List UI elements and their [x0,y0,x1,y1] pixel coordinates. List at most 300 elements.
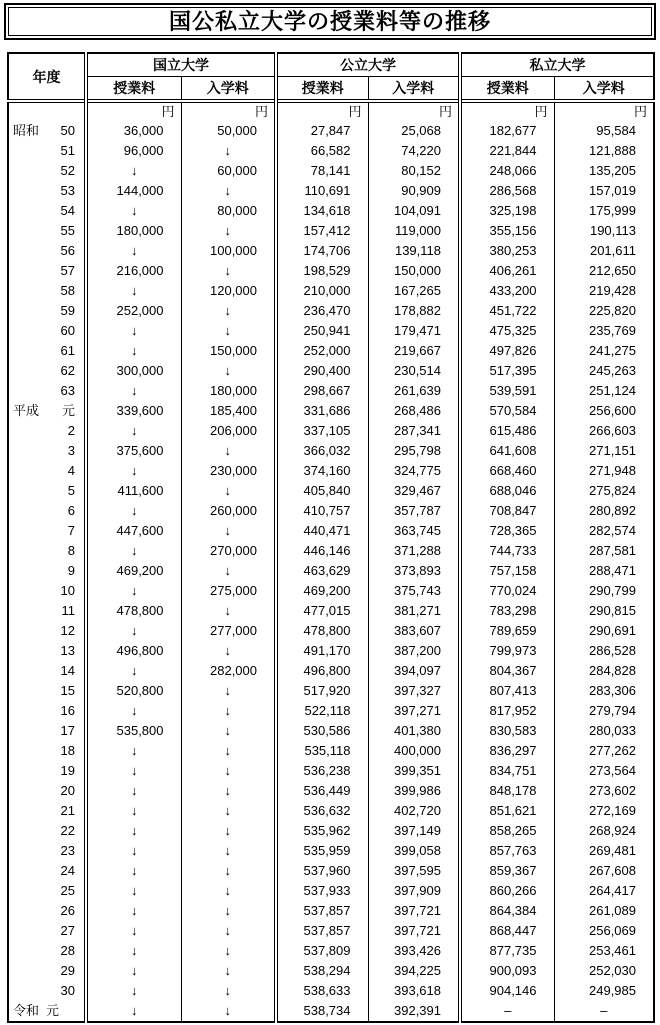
table-row [8,341,654,361]
public-admission-value: 402,720 [368,801,460,821]
public-tuition-value: 535,959 [276,841,368,861]
public-admission-value: 399,986 [368,781,460,801]
national-admission-value: ↓ [181,1001,276,1022]
unit-label: 円 [276,101,368,121]
national-tuition-value: 252,000 [86,301,181,321]
year-label: 16 [60,703,75,718]
table-row [8,121,654,141]
private-admission-value: 225,820 [554,301,654,321]
public-tuition-value: 440,471 [276,521,368,541]
unit-empty-cell [8,101,86,121]
national-tuition-value: ↓ [86,661,181,681]
public-tuition-value: 78,141 [276,161,368,181]
national-admission-value: ↓ [181,821,276,841]
year-cell [8,881,86,901]
national-admission-value: 50,000 [181,121,276,141]
national-admission-value: 80,000 [181,201,276,221]
public-tuition-value: 530,586 [276,721,368,741]
private-tuition-value: 857,763 [460,841,554,861]
public-tuition-value: 410,757 [276,501,368,521]
year-cell [8,661,86,681]
private-admission-value: 212,650 [554,261,654,281]
national-admission-value: 275,000 [181,581,276,601]
national-admission-value: 282,000 [181,661,276,681]
era-label: 平成 [13,403,40,418]
private-admission-value: 286,528 [554,641,654,661]
tuition-table [7,52,655,1023]
national-tuition-value: 535,800 [86,721,181,741]
private-tuition-value: 668,460 [460,461,554,481]
private-univ-header: 私立大学 [460,53,654,77]
unit-label: 円 [368,101,460,121]
table-row [8,961,654,981]
table-row [8,801,654,821]
private-tuition-value: 834,751 [460,761,554,781]
table-row [8,661,654,681]
national-admission-value: ↓ [181,781,276,801]
private-admission-value: 261,089 [554,901,654,921]
year-column-header: 年度 [32,68,61,85]
public-tuition-value: 198,529 [276,261,368,281]
table-row [8,761,654,781]
national-tuition-value: 180,000 [86,221,181,241]
table-row [8,781,654,801]
private-admission-value: 287,581 [554,541,654,561]
year-label: 60 [60,323,75,338]
private-admission-value: 284,828 [554,661,654,681]
national-tuition-value: ↓ [86,701,181,721]
national-admission-value: ↓ [181,441,276,461]
national-admission-value: 185,400 [181,401,276,421]
national-admission-value: ↓ [181,481,276,501]
table-row [8,621,654,641]
table-row [8,421,654,441]
national-tuition-value: ↓ [86,461,181,481]
year-label: 63 [60,383,75,398]
public-tuition-value: 535,962 [276,821,368,841]
national-admission-value: ↓ [181,961,276,981]
public-admission-value: 329,467 [368,481,460,501]
year-cell [8,441,86,461]
table-row [8,441,654,461]
table-row [8,601,654,621]
private-admission-value: 288,471 [554,561,654,581]
private-admission-value: 271,151 [554,441,654,461]
table-row [8,521,654,541]
public-admission-value: 397,721 [368,921,460,941]
year-cell [8,561,86,581]
year-cell [8,821,86,841]
national-admission-value: ↓ [181,901,276,921]
public-tuition-value: 491,170 [276,641,368,661]
national-admission-value: ↓ [181,881,276,901]
year-label: 15 [60,683,75,698]
private-tuition-value: 380,253 [460,241,554,261]
year-cell [8,221,86,241]
year-cell [8,841,86,861]
national-admission-value: 180,000 [181,381,276,401]
national-tuition-value: 96,000 [86,141,181,161]
public-admission-value: 25,068 [368,121,460,141]
public-tuition-value: 236,470 [276,301,368,321]
table-row [8,721,654,741]
table-row [8,301,654,321]
public-admission-value: 363,745 [368,521,460,541]
public-tuition-value: 134,618 [276,201,368,221]
private-tuition-value: 641,608 [460,441,554,461]
public-tuition-header: 授業料 [276,77,368,102]
year-label: 52 [60,163,75,178]
national-admission-value: ↓ [181,181,276,201]
unit-label: 円 [181,101,276,121]
private-tuition-value: 744,733 [460,541,554,561]
national-admission-value: ↓ [181,921,276,941]
private-tuition-value: 475,325 [460,321,554,341]
unit-label: 円 [554,101,654,121]
year-cell [8,801,86,821]
public-tuition-value: 537,857 [276,901,368,921]
private-admission-value: 235,769 [554,321,654,341]
national-admission-value: 260,000 [181,501,276,521]
table-row [8,681,654,701]
private-admission-value: 277,262 [554,741,654,761]
private-tuition-value: 757,158 [460,561,554,581]
year-label: 5 [67,483,75,498]
national-tuition-value: ↓ [86,281,181,301]
national-admission-value: ↓ [181,841,276,861]
header-row-groups [8,53,654,77]
private-admission-value: 266,603 [554,421,654,441]
national-admission-value: 270,000 [181,541,276,561]
year-cell [8,901,86,921]
private-tuition-header: 授業料 [460,77,554,102]
private-tuition-value: 851,621 [460,801,554,821]
national-tuition-value: ↓ [86,821,181,841]
private-admission-value: 249,985 [554,981,654,1001]
national-tuition-value: ↓ [86,621,181,641]
private-admission-value: 273,564 [554,761,654,781]
private-tuition-value: 868,447 [460,921,554,941]
private-tuition-value: 904,146 [460,981,554,1001]
public-tuition-value: 210,000 [276,281,368,301]
year-label: 58 [60,283,75,298]
table-row [8,981,654,1001]
year-label: 21 [60,803,75,818]
national-tuition-value: ↓ [86,501,181,521]
year-label: 27 [60,923,75,938]
private-admission-value: 267,608 [554,861,654,881]
year-label: 29 [60,963,75,978]
national-admission-value: ↓ [181,141,276,161]
national-tuition-value: ↓ [86,381,181,401]
year-label: 11 [61,603,75,618]
table-row [8,701,654,721]
private-tuition-value: 433,200 [460,281,554,301]
unit-label: 円 [460,101,554,121]
national-tuition-value: ↓ [86,841,181,861]
national-tuition-value: ↓ [86,241,181,261]
national-admission-value: ↓ [181,261,276,281]
year-cell [8,1001,86,1022]
public-tuition-value: 298,667 [276,381,368,401]
private-tuition-value: – [460,1001,554,1022]
public-admission-value: 394,097 [368,661,460,681]
national-admission-value: ↓ [181,681,276,701]
private-tuition-value: 688,046 [460,481,554,501]
page-title: 国公私立大学の授業料等の推移 [168,9,491,34]
private-admission-value: 253,461 [554,941,654,961]
year-label: 50 [60,123,75,138]
national-admission-value: ↓ [181,761,276,781]
private-tuition-value: 900,093 [460,961,554,981]
public-admission-value: 268,486 [368,401,460,421]
year-label: 10 [60,583,75,598]
year-cell [8,781,86,801]
private-tuition-value: 817,952 [460,701,554,721]
private-tuition-value: 539,591 [460,381,554,401]
year-label: 元 [46,1003,60,1018]
year-label: 51 [60,143,75,158]
private-admission-value: 256,600 [554,401,654,421]
public-admission-value: 393,426 [368,941,460,961]
national-univ-header: 国立大学 [86,53,276,77]
public-admission-value: 397,909 [368,881,460,901]
year-label: 23 [60,843,75,858]
private-admission-value: 275,824 [554,481,654,501]
public-admission-value: 394,225 [368,961,460,981]
year-cell [8,461,86,481]
private-admission-value: 135,205 [554,161,654,181]
year-label: 57 [60,263,75,278]
public-admission-value: 324,775 [368,461,460,481]
year-label: 17 [60,723,75,738]
private-tuition-value: 836,297 [460,741,554,761]
national-tuition-value: ↓ [86,421,181,441]
year-label: 61 [60,343,75,358]
private-tuition-value: 248,066 [460,161,554,181]
year-cell [8,501,86,521]
public-admission-value: 401,380 [368,721,460,741]
table-row [8,741,654,761]
year-cell [8,181,86,201]
year-label: 22 [60,823,75,838]
private-admission-value: 175,999 [554,201,654,221]
year-label: 9 [67,563,75,578]
private-admission-value: 283,306 [554,681,654,701]
national-tuition-value: ↓ [86,1001,181,1022]
year-label: 55 [60,223,75,238]
year-label: 2 [67,423,75,438]
year-cell [8,321,86,341]
public-tuition-value: 478,800 [276,621,368,641]
year-cell [8,621,86,641]
table-row [8,501,654,521]
private-tuition-value: 807,413 [460,681,554,701]
national-admission-value: ↓ [181,521,276,541]
year-cell [8,581,86,601]
table-row [8,541,654,561]
public-univ-header: 公立大学 [276,53,460,77]
public-tuition-value: 446,146 [276,541,368,561]
table-row [8,1001,654,1022]
title-box [4,3,656,40]
private-tuition-value: 325,198 [460,201,554,221]
table-row [8,581,654,601]
private-admission-value: 190,113 [554,221,654,241]
year-label: 53 [60,183,75,198]
table-row [8,261,654,281]
private-tuition-value: 789,659 [460,621,554,641]
public-admission-value: 397,327 [368,681,460,701]
private-admission-value: 282,574 [554,521,654,541]
table-row [8,281,654,301]
public-tuition-value: 250,941 [276,321,368,341]
header-row-sub [8,77,654,102]
public-admission-value: 381,271 [368,601,460,621]
year-cell [8,341,86,361]
year-cell [8,641,86,661]
private-admission-value: 279,794 [554,701,654,721]
private-admission-header: 入学料 [554,77,654,102]
table-row [8,941,654,961]
year-cell [8,601,86,621]
year-cell [8,981,86,1001]
national-admission-value: ↓ [181,861,276,881]
public-tuition-value: 405,840 [276,481,368,501]
public-tuition-value: 366,032 [276,441,368,461]
table-row [8,141,654,161]
year-cell [8,761,86,781]
national-tuition-value: 36,000 [86,121,181,141]
national-tuition-value: ↓ [86,981,181,1001]
table-row [8,841,654,861]
national-tuition-value: 300,000 [86,361,181,381]
era-label: 昭和 [13,123,40,138]
national-admission-value: 206,000 [181,421,276,441]
table-row [8,461,654,481]
public-admission-value: 387,200 [368,641,460,661]
private-admission-value: 280,892 [554,501,654,521]
national-tuition-value: 447,600 [86,521,181,541]
year-label: 14 [60,663,75,678]
public-admission-value: 392,391 [368,1001,460,1022]
year-cell [8,521,86,541]
national-tuition-value: 216,000 [86,261,181,281]
public-tuition-value: 536,449 [276,781,368,801]
public-admission-value: 90,909 [368,181,460,201]
year-cell [8,161,86,181]
year-label: 13 [60,643,75,658]
private-admission-value: 95,584 [554,121,654,141]
private-admission-value: 157,019 [554,181,654,201]
public-tuition-value: 374,160 [276,461,368,481]
national-tuition-value: 469,200 [86,561,181,581]
public-admission-value: 230,514 [368,361,460,381]
table-row [8,921,654,941]
private-tuition-value: 517,395 [460,361,554,381]
national-tuition-value: ↓ [86,861,181,881]
private-admission-value: 219,428 [554,281,654,301]
national-admission-value: ↓ [181,601,276,621]
year-cell [8,741,86,761]
national-admission-value: ↓ [181,321,276,341]
private-tuition-value: 859,367 [460,861,554,881]
national-admission-value: 100,000 [181,241,276,261]
year-cell [8,541,86,561]
national-admission-value: ↓ [181,301,276,321]
public-admission-value: 80,152 [368,161,460,181]
public-admission-value: 119,000 [368,221,460,241]
table-row [8,821,654,841]
private-admission-value: 256,069 [554,921,654,941]
year-cell [8,681,86,701]
table-row [8,321,654,341]
private-tuition-value: 728,365 [460,521,554,541]
year-cell [8,481,86,501]
private-admission-value: 268,924 [554,821,654,841]
private-tuition-value: 497,826 [460,341,554,361]
public-admission-value: 375,743 [368,581,460,601]
public-admission-value: 219,667 [368,341,460,361]
year-cell [8,261,86,281]
table-row [8,201,654,221]
year-cell [8,121,86,141]
public-admission-value: 400,000 [368,741,460,761]
year-cell [8,721,86,741]
public-tuition-value: 66,582 [276,141,368,161]
table-row [8,561,654,581]
private-admission-value: 245,263 [554,361,654,381]
national-admission-value: 277,000 [181,621,276,641]
national-tuition-value: ↓ [86,881,181,901]
private-tuition-value: 182,677 [460,121,554,141]
national-tuition-value: ↓ [86,781,181,801]
year-cell [8,241,86,261]
public-tuition-value: 517,920 [276,681,368,701]
private-tuition-value: 286,568 [460,181,554,201]
national-admission-value: ↓ [181,801,276,821]
year-label: 28 [60,943,75,958]
national-tuition-value: 144,000 [86,181,181,201]
year-cell [8,361,86,381]
private-admission-value: 290,799 [554,581,654,601]
table-row [8,481,654,501]
year-cell [8,861,86,881]
public-admission-value: 393,618 [368,981,460,1001]
national-tuition-value: 411,600 [86,481,181,501]
national-admission-value: ↓ [181,641,276,661]
national-admission-value: ↓ [181,701,276,721]
year-label: 4 [67,463,75,478]
public-tuition-value: 496,800 [276,661,368,681]
national-tuition-value: ↓ [86,581,181,601]
year-label: 7 [67,523,75,538]
year-cell [8,701,86,721]
public-admission-value: 74,220 [368,141,460,161]
private-admission-value: 241,275 [554,341,654,361]
national-tuition-value: ↓ [86,801,181,821]
private-tuition-value: 570,584 [460,401,554,421]
private-tuition-value: 864,384 [460,901,554,921]
private-admission-value: 252,030 [554,961,654,981]
public-tuition-value: 535,118 [276,741,368,761]
national-tuition-value: ↓ [86,161,181,181]
private-admission-value: 273,602 [554,781,654,801]
national-tuition-header: 授業料 [86,77,181,102]
public-admission-value: 287,341 [368,421,460,441]
year-cell [8,381,86,401]
private-admission-value: 272,169 [554,801,654,821]
